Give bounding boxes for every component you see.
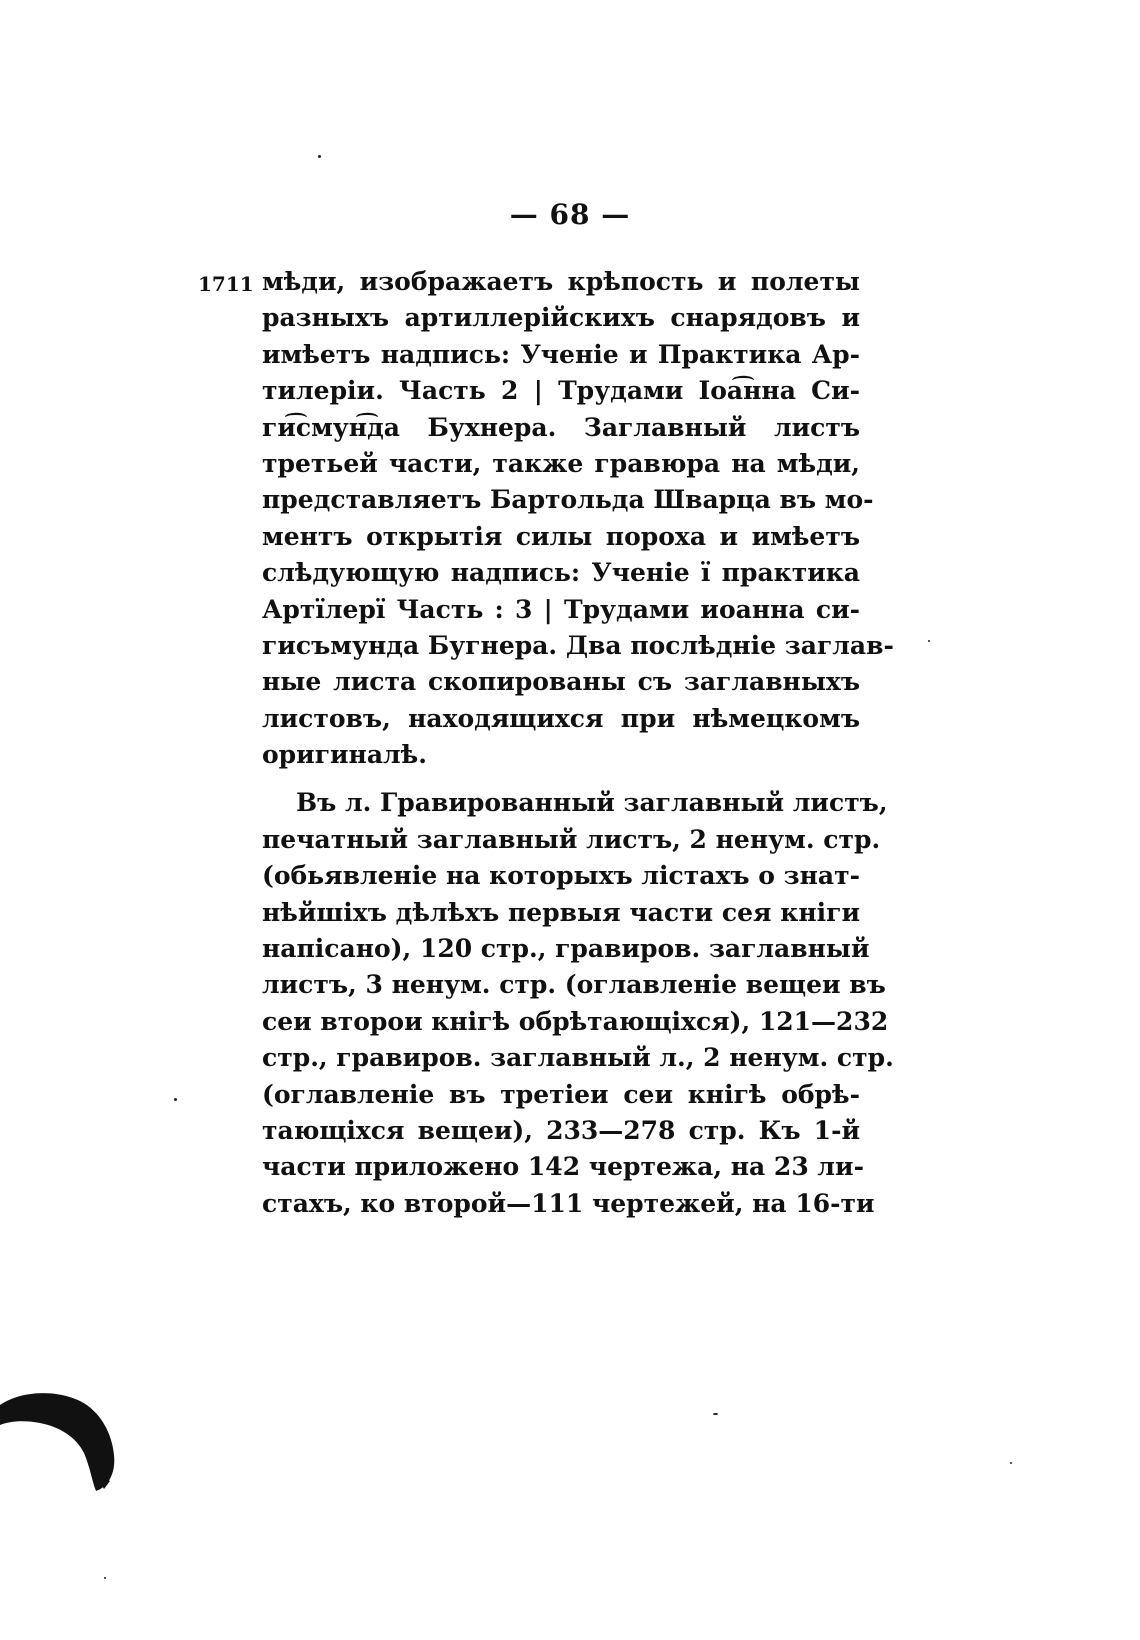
text-line: стахъ, ко второй—111 чертежей, на 16-ти	[262, 1188, 875, 1218]
paragraph-2	[262, 785, 894, 1222]
text-line: (обьявленіе на которыхъ лістахъ о знат-	[262, 861, 860, 891]
text-line: Артїлерї Часть : 3 | Трудами иоанна си-	[262, 594, 860, 624]
ink-blot-artifact	[0, 1385, 135, 1495]
text-line: ментъ открытія силы пороха и имѣетъ	[262, 521, 860, 551]
text-line: сеи второи кнігѣ обрѣтающіхся), 121—232	[262, 1006, 889, 1036]
text-line: тающіхся вещеи), 233—278 стр. Къ 1-й	[262, 1115, 860, 1145]
dust-speck	[318, 155, 321, 158]
text-line: напісано), 120 стр., гравиров. заглавный	[262, 934, 870, 964]
text-line: печатный заглавный листъ, 2 ненум. стр.	[262, 824, 881, 854]
text-line: нѣйшіхъ дѣлѣхъ первыя части сея кніги	[262, 897, 860, 927]
dust-speck	[174, 1098, 177, 1101]
text-line: ги͡смун͡да Бухнера. Заглавный листъ	[262, 412, 860, 442]
dust-speck	[928, 640, 930, 642]
text-line: представляетъ Бартольда Шварца въ мо-	[262, 485, 874, 515]
text-line: имѣетъ надпись: Ученіе и Практика Ар-	[262, 339, 860, 369]
text-line: ные листа скопированы съ заглавныхъ	[262, 667, 860, 697]
dust-speck	[713, 1413, 718, 1415]
body-text	[262, 264, 894, 1222]
text-line: слѣдующую надпись: Ученіе ї практика	[262, 558, 860, 588]
text-line: листовъ, находящихся при нѣмецкомъ	[262, 703, 860, 733]
paragraph-1	[262, 264, 894, 773]
year-marginal-note: 1711	[198, 272, 254, 296]
paragraph-gap	[262, 773, 860, 785]
text-line: третьей части, также гравюра на мѣди,	[262, 448, 860, 478]
text-line: разныхъ артиллерійскихъ снарядовъ и	[262, 303, 860, 333]
text-line: листъ, 3 ненум. стр. (оглавленіе вещеи въ	[262, 970, 886, 1000]
text-line: тилеріи. Часть 2 | Трудами Іоа͡нна Си-	[262, 376, 860, 406]
dust-speck	[104, 1577, 106, 1579]
text-line: оригиналѣ.	[262, 740, 427, 770]
dust-speck	[1010, 1462, 1012, 1464]
text-line: гисъмунда Бугнера. Два послѣдніе заглав-	[262, 630, 894, 660]
page-number: — 68 —	[509, 198, 631, 231]
text-line: Въ л. Гравированный заглавный листъ,	[296, 788, 888, 818]
text-line: (оглавленіе въ третіеи сеи кнігѣ обрѣ-	[262, 1079, 860, 1109]
text-line: стр., гравиров. заглавный л., 2 ненум. стр.	[262, 1043, 894, 1073]
text-line: части приложено 142 чертежа, на 23 ли-	[262, 1152, 864, 1182]
text-line: мѣди, изображаетъ крѣпость и полеты	[262, 267, 860, 296]
